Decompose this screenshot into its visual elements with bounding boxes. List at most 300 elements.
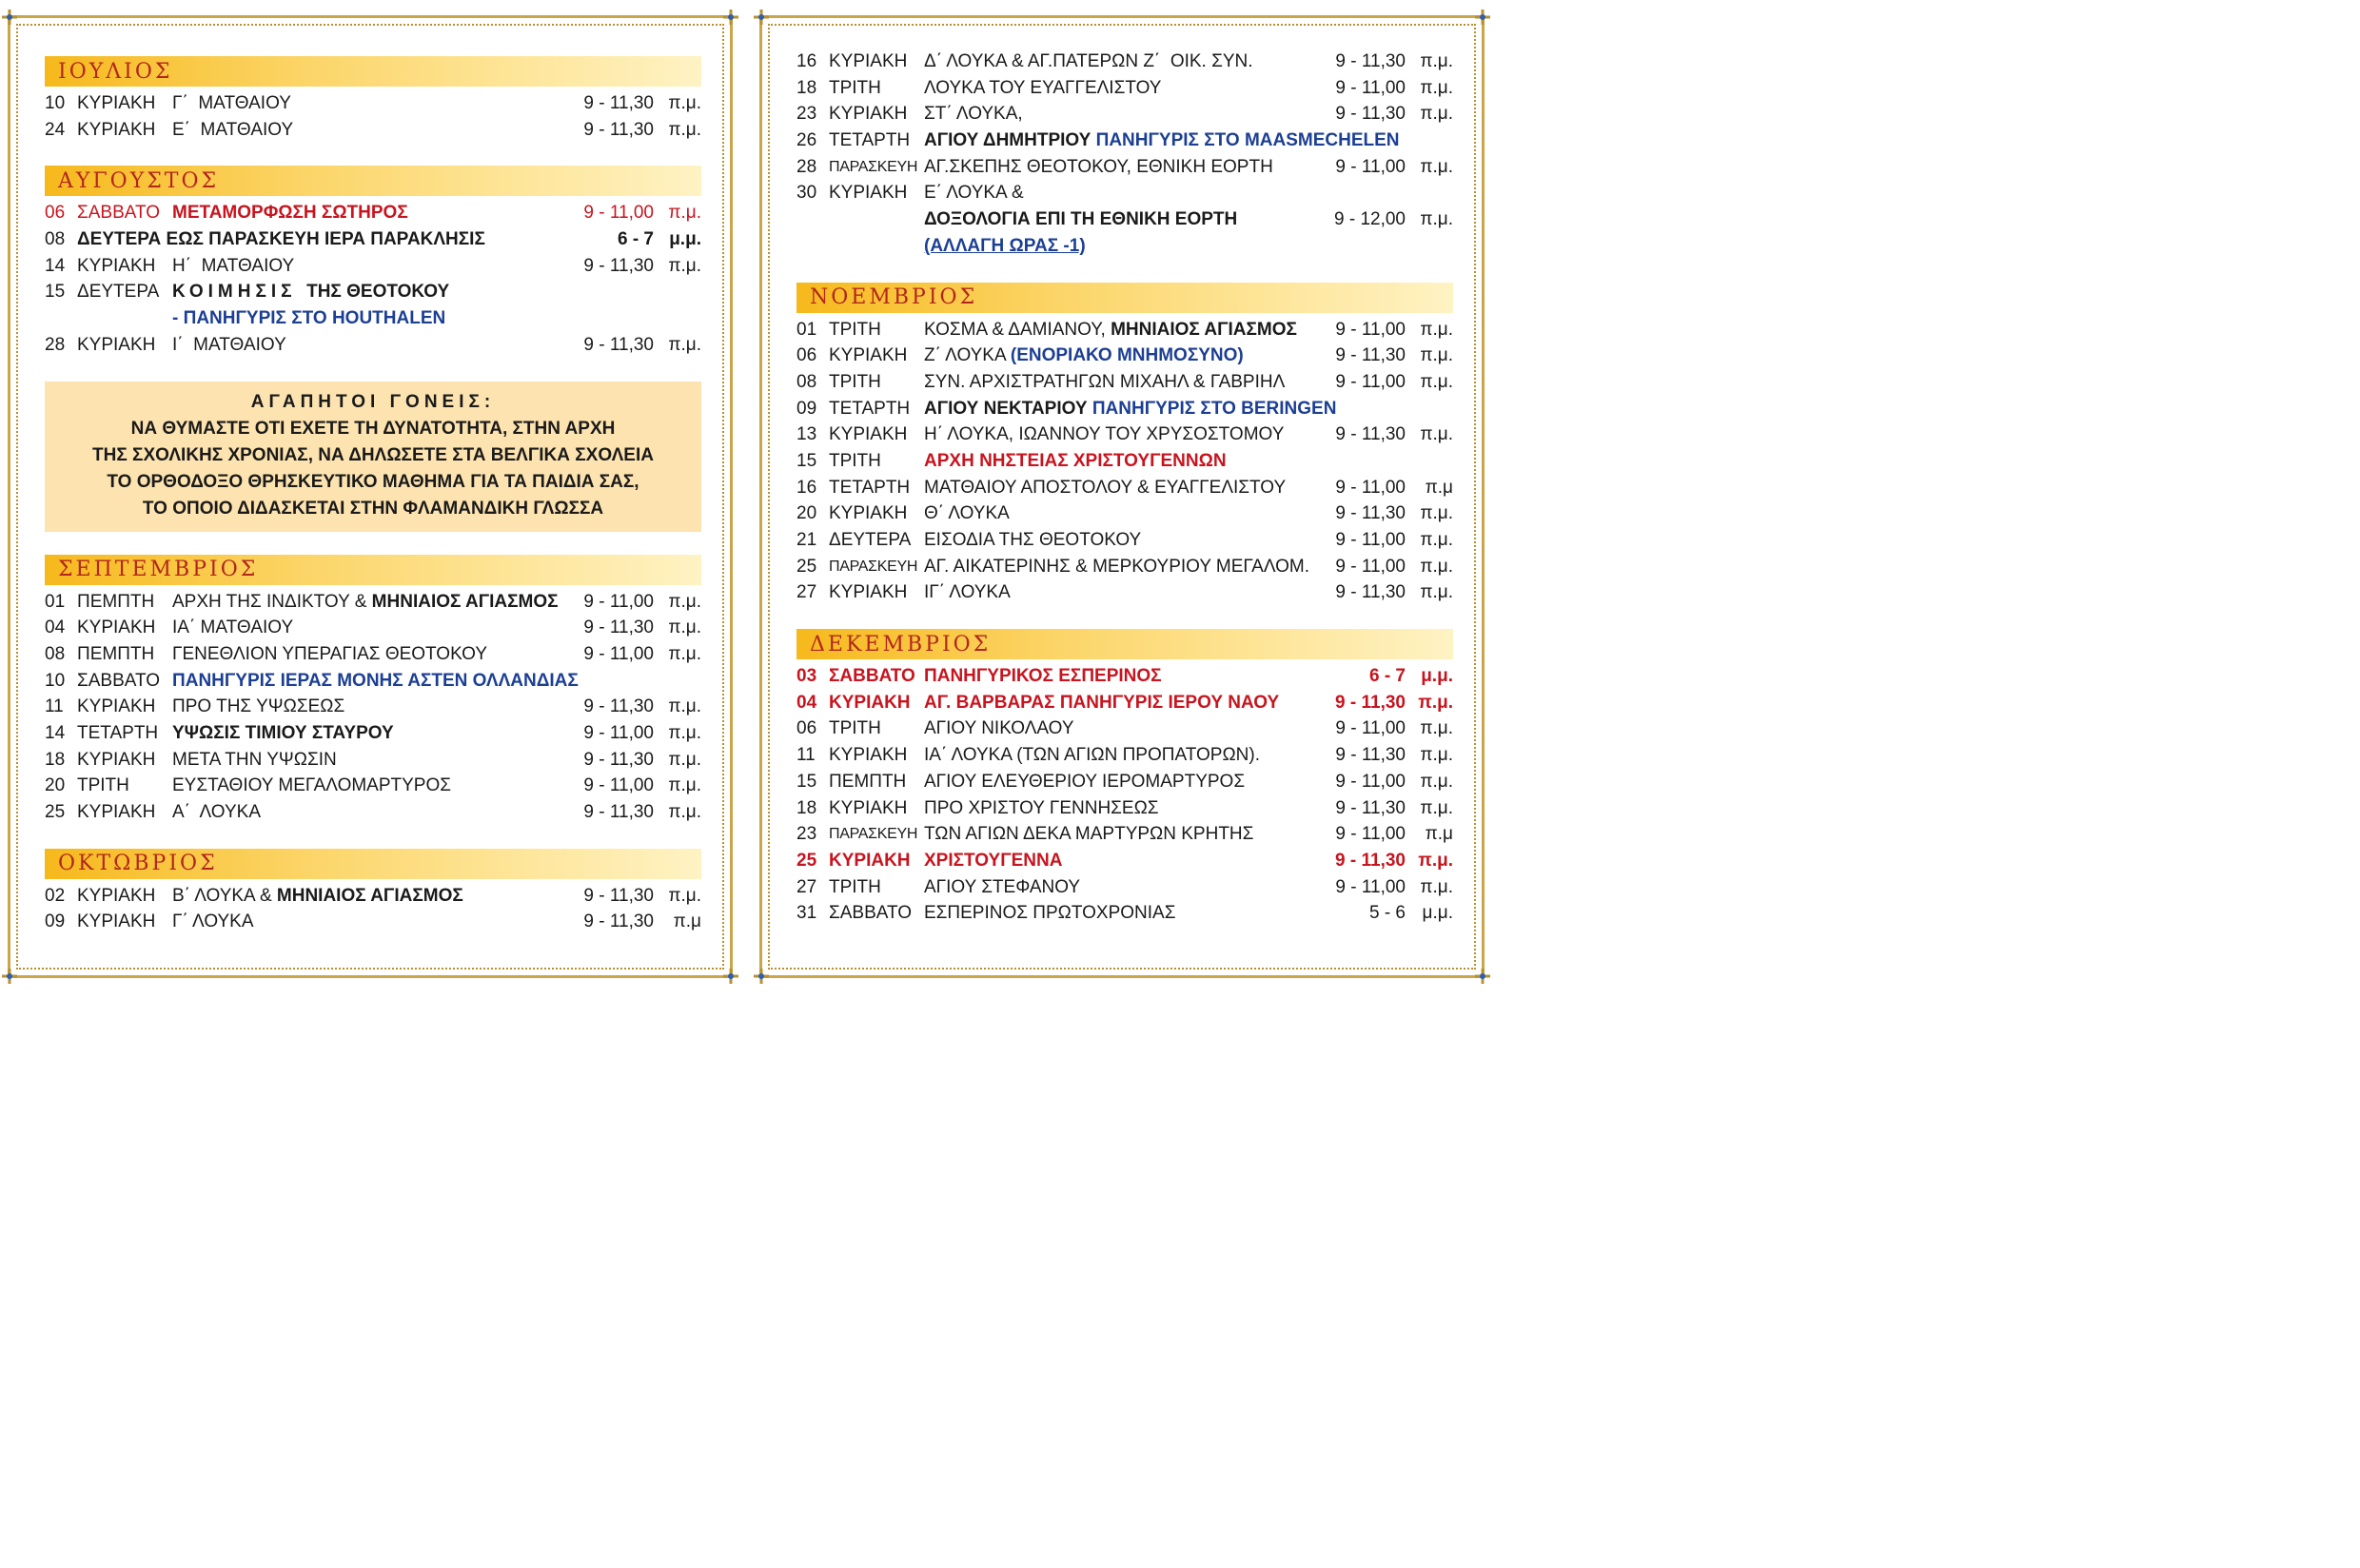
page-content bbox=[45, 56, 701, 958]
time-period: μ.μ. bbox=[1421, 666, 1453, 687]
schedule-row bbox=[796, 821, 1453, 848]
event-text-segment: Γ΄ ΛΟΥΚΑ bbox=[172, 911, 254, 932]
event-description bbox=[172, 883, 568, 910]
schedule-row bbox=[796, 715, 1453, 742]
event-text-segment: ΜΗΝΙΑΙΟΣ ΑΓΙΑΣΜΟΣ bbox=[1111, 319, 1297, 340]
schedule-row bbox=[45, 799, 701, 826]
schedule-page-right bbox=[759, 15, 1485, 978]
event-weekday: ΤΡΙΤΗ bbox=[829, 371, 881, 392]
event-weekday: ΚΥΡΙΑΚΗ bbox=[829, 797, 908, 818]
event-description bbox=[924, 154, 1320, 181]
schedule-row bbox=[45, 332, 701, 359]
event-description bbox=[924, 663, 1320, 690]
service-time: 9 - 11,30 bbox=[583, 885, 654, 906]
service-time: 9 - 11,00 bbox=[1335, 556, 1406, 577]
event-description bbox=[924, 127, 1453, 154]
page-content bbox=[796, 49, 1453, 950]
event-text-segment: ΧΡΙΣΤΟΥΓΕΝΝΑ bbox=[924, 850, 1063, 871]
service-time: 9 - 11,30 bbox=[1335, 104, 1406, 125]
time-period: π.μ. bbox=[1420, 371, 1453, 392]
event-weekday: ΤΕΤΑΡΤΗ bbox=[829, 398, 911, 419]
schedule-row bbox=[796, 75, 1453, 102]
event-weekday: ΚΥΡΙΑΚΗ bbox=[77, 885, 156, 906]
schedule-page-left bbox=[8, 15, 733, 978]
event-date: 16 bbox=[796, 477, 817, 498]
time-period: μ.μ. bbox=[1422, 903, 1453, 924]
cross-ornament-icon bbox=[722, 968, 739, 985]
event-date: 01 bbox=[796, 319, 817, 340]
schedule-row bbox=[796, 554, 1453, 580]
time-period: π.μ. bbox=[1420, 51, 1453, 71]
event-date: 14 bbox=[45, 255, 66, 276]
event-text-segment: ΠΡΟ ΤΗΣ ΥΨΩΣΕΩΣ bbox=[172, 696, 345, 717]
event-description bbox=[924, 475, 1320, 501]
event-text-segment: ΙΑ΄ ΜΑΤΘΑΙΟΥ bbox=[172, 617, 294, 638]
event-text-segment: ΙΓ΄ ΛΟΥΚΑ bbox=[924, 582, 1011, 603]
schedule-row bbox=[45, 279, 701, 305]
month-header bbox=[45, 555, 701, 585]
schedule-row bbox=[796, 396, 1453, 422]
event-text-segment: ΑΓΙΟΥ ΔΗΜΗΤΡΙΟΥ bbox=[924, 130, 1096, 151]
month-header bbox=[45, 166, 701, 196]
month-header bbox=[45, 56, 701, 87]
service-time: 6 - 7 bbox=[617, 229, 654, 250]
time-period: π.μ. bbox=[668, 722, 701, 743]
time-period: π.μ. bbox=[1420, 319, 1453, 340]
event-weekday: ΠΑΡΑΣΚΕΥΗ bbox=[829, 558, 918, 575]
month-name: ΔΕΚΕΜΒΡΙΟΣ bbox=[810, 632, 992, 657]
time-period: π.μ. bbox=[1420, 582, 1453, 603]
event-weekday: ΣΑΒΒΑΤΟ bbox=[77, 670, 161, 691]
service-time: 9 - 11,30 bbox=[583, 802, 654, 822]
month-section bbox=[45, 166, 701, 358]
event-weekday: ΤΕΤΑΡΤΗ bbox=[829, 477, 911, 498]
event-weekday: ΚΥΡΙΑΚΗ bbox=[77, 334, 156, 355]
event-text-segment: ΑΓΙΟΥ ΝΕΚΤΑΡΙΟΥ bbox=[924, 398, 1092, 419]
cross-ornament-icon bbox=[1, 9, 18, 26]
event-text-segment: ΔΟΞΟΛΟΓΙΑ ΕΠΙ ΤΗ ΕΘΝΙΚΗ ΕΟΡΤΗ bbox=[924, 209, 1238, 230]
service-time: 9 - 11,00 bbox=[1335, 876, 1406, 897]
event-weekday: ΚΥΡΙΑΚΗ bbox=[829, 503, 908, 524]
event-date: 18 bbox=[796, 77, 817, 98]
schedule-row bbox=[796, 769, 1453, 795]
event-weekday: ΚΥΡΙΑΚΗ bbox=[77, 696, 156, 717]
schedule-row bbox=[45, 226, 701, 253]
event-text-segment: Ι΄ ΜΑΤΘΑΙΟΥ bbox=[172, 334, 286, 355]
time-period: π.μ. bbox=[668, 802, 701, 822]
event-description bbox=[172, 253, 568, 280]
schedule-row bbox=[796, 127, 1453, 154]
event-description bbox=[172, 694, 568, 720]
event-date: 31 bbox=[796, 903, 817, 924]
time-period: π.μ. bbox=[1420, 503, 1453, 524]
time-period: π.μ. bbox=[668, 885, 701, 906]
event-description bbox=[924, 527, 1320, 554]
month-name: ΝΟΕΜΒΡΙΟΣ bbox=[810, 285, 978, 309]
schedule-row bbox=[796, 369, 1453, 396]
event-description bbox=[924, 795, 1320, 822]
service-time: 9 - 11,00 bbox=[1335, 156, 1406, 177]
event-date: 27 bbox=[796, 876, 817, 897]
service-time: 9 - 11,30 bbox=[1335, 424, 1406, 445]
event-description bbox=[924, 448, 1320, 475]
event-text-segment: Ε΄ ΛΟΥΚΑ & bbox=[924, 183, 1024, 204]
schedule-row bbox=[796, 663, 1453, 690]
time-period: π.μ. bbox=[668, 749, 701, 770]
time-period: π.μ. bbox=[1420, 530, 1453, 550]
service-time: 9 - 11,30 bbox=[1335, 797, 1406, 818]
event-description bbox=[172, 641, 568, 668]
event-text-segment: ΠΑΝΗΓΥΡΙΣ ΣΤΟ MAASMECHELEN bbox=[1095, 130, 1400, 151]
event-date: 25 bbox=[796, 556, 817, 577]
event-description bbox=[172, 279, 568, 305]
time-period: π.μ. bbox=[668, 93, 701, 113]
event-weekday: ΣΑΒΒΑΤΟ bbox=[829, 903, 913, 924]
time-period: π.μ. bbox=[1420, 556, 1453, 577]
event-text-segment: ΙΑ΄ ΛΟΥΚΑ (ΤΩΝ ΑΓΙΩΝ ΠΡΟΠΑΤΟΡΩΝ). bbox=[924, 745, 1260, 766]
month-section bbox=[796, 629, 1453, 927]
month-name: ΑΥΓΟΥΣΤΟΣ bbox=[58, 168, 220, 193]
event-date: 11 bbox=[796, 745, 816, 766]
service-time: 9 - 11,00 bbox=[1335, 771, 1406, 792]
month-name: ΙΟΥΛΙΟΣ bbox=[58, 59, 173, 84]
event-description bbox=[172, 747, 568, 774]
event-description bbox=[924, 848, 1320, 874]
event-description bbox=[172, 909, 568, 935]
notice-line: ΤΟ ΟΠΟΙΟ ΔΙΔΑΣΚΕΤΑΙ ΣΤΗΝ ΦΛΑΜΑΝΔΙΚΗ ΓΛΩΣΣΑ bbox=[142, 498, 604, 519]
schedule-row bbox=[796, 848, 1453, 874]
event-date: 10 bbox=[45, 93, 66, 113]
event-text-segment: ΜΗΝΙΑΙΟΣ ΑΓΙΑΣΜΟΣ bbox=[371, 591, 559, 612]
time-period: π.μ. bbox=[668, 643, 701, 664]
event-weekday: ΤΡΙΤΗ bbox=[829, 319, 881, 340]
time-period: π.μ. bbox=[668, 119, 701, 140]
event-date: 09 bbox=[45, 911, 66, 932]
event-description bbox=[172, 117, 568, 144]
event-description bbox=[172, 799, 568, 826]
event-text-segment: (ΑΛΛΑΓΗ ΩΡΑΣ -1) bbox=[924, 235, 1086, 256]
time-period: π.μ. bbox=[1420, 156, 1453, 177]
event-date: 08 bbox=[45, 229, 66, 250]
schedule-row bbox=[796, 690, 1453, 716]
event-text-segment: Η΄ ΜΑΤΘΑΙΟΥ bbox=[172, 255, 295, 276]
schedule-row bbox=[796, 742, 1453, 769]
event-description bbox=[172, 305, 568, 332]
event-weekday: ΠΕΜΠΤΗ bbox=[829, 771, 907, 792]
event-weekday: ΚΥΡΙΑΚΗ bbox=[77, 749, 156, 770]
event-description bbox=[924, 101, 1320, 127]
event-description bbox=[924, 75, 1320, 102]
event-date: 06 bbox=[45, 203, 66, 224]
event-weekday: ΚΥΡΙΑΚΗ bbox=[77, 255, 156, 276]
event-description bbox=[924, 233, 1320, 260]
service-time: 9 - 11,30 bbox=[583, 696, 654, 717]
time-period: π.μ. bbox=[1420, 876, 1453, 897]
event-weekday: ΣΑΒΒΑΤΟ bbox=[77, 203, 161, 224]
event-description bbox=[924, 49, 1320, 75]
schedule-row bbox=[45, 589, 701, 616]
event-text-segment: ΠΡΟ ΧΡΙΣΤΟΥ ΓΕΝΝΗΣΕΩΣ bbox=[924, 797, 1159, 818]
service-time: 9 - 11,30 bbox=[1335, 51, 1406, 71]
notice-line: ΤΗΣ ΣΧΟΛΙΚΗΣ ΧΡΟΝΙΑΣ, ΝΑ ΔΗΛΩΣΕΤΕ ΣΤΑ ΒΕΛΓΙΚΑ ΣΧΟΛΕΙΑ bbox=[92, 444, 654, 465]
event-description bbox=[924, 821, 1320, 848]
service-time: 9 - 11,30 bbox=[583, 119, 654, 140]
schedule-row bbox=[796, 154, 1453, 181]
service-time: 9 - 11,30 bbox=[583, 749, 654, 770]
event-weekday: ΤΕΤΑΡΤΗ bbox=[829, 130, 911, 151]
event-text-segment: ΑΓΙΟΥ ΕΛΕΥΘΕΡΙΟΥ ΙΕΡΟΜΑΡΤΥΡΟΣ bbox=[924, 771, 1246, 792]
event-description bbox=[924, 500, 1320, 527]
service-time: 9 - 11,00 bbox=[1335, 371, 1406, 392]
event-weekday: ΚΥΡΙΑΚΗ bbox=[829, 424, 908, 445]
event-date: 18 bbox=[45, 749, 66, 770]
event-description bbox=[924, 369, 1320, 396]
event-weekday: ΚΥΡΙΑΚΗ bbox=[829, 745, 908, 766]
event-date: 21 bbox=[796, 530, 817, 550]
time-period: π.μ. bbox=[1420, 718, 1453, 739]
time-period: π.μ. bbox=[1420, 345, 1453, 366]
event-weekday: ΠΑΡΑΣΚΕΥΗ bbox=[829, 826, 918, 843]
service-time: 9 - 11,00 bbox=[1335, 718, 1406, 739]
time-period: π.μ. bbox=[1420, 209, 1453, 230]
event-description bbox=[924, 715, 1320, 742]
event-text-segment: ΥΨΩΣΙΣ ΤΙΜΙΟΥ ΣΤΑΥΡΟΥ bbox=[172, 722, 394, 743]
cross-ornament-icon bbox=[753, 9, 770, 26]
event-description bbox=[172, 200, 568, 226]
event-date: 04 bbox=[796, 692, 817, 713]
service-time: 9 - 11,30 bbox=[1335, 850, 1406, 871]
time-period: π.μ bbox=[673, 911, 701, 932]
schedule-row bbox=[796, 900, 1453, 927]
event-text-segment: Β΄ ΛΟΥΚΑ & bbox=[172, 885, 277, 906]
event-text-segment: ΣΥΝ. ΑΡΧΙΣΤΡΑΤΗΓΩΝ ΜΙΧΑΗΛ & ΓΑΒΡΙΗΛ bbox=[924, 371, 1286, 392]
event-date: 24 bbox=[45, 119, 66, 140]
event-date: 15 bbox=[796, 771, 817, 792]
service-time: 9 - 11,30 bbox=[583, 93, 654, 113]
event-text-segment: Ζ΄ ΛΟΥΚΑ bbox=[924, 345, 1011, 366]
event-description bbox=[172, 773, 568, 799]
month-header bbox=[796, 629, 1453, 659]
service-time: 9 - 11,00 bbox=[583, 643, 654, 664]
schedule-row bbox=[45, 90, 701, 117]
schedule-row bbox=[796, 448, 1453, 475]
time-period: π.μ bbox=[1425, 824, 1453, 845]
schedule-row bbox=[796, 795, 1453, 822]
event-date: 27 bbox=[796, 582, 817, 603]
month-header bbox=[796, 283, 1453, 313]
event-date: 26 bbox=[796, 130, 817, 151]
time-period: π.μ. bbox=[668, 203, 701, 224]
time-period: π.μ. bbox=[1418, 850, 1453, 871]
service-time: 9 - 11,30 bbox=[1335, 745, 1406, 766]
event-text-segment: ΤΗΣ ΘΕΟΤΟΚΟΥ bbox=[296, 282, 450, 303]
event-weekday: ΚΥΡΙΑΚΗ bbox=[77, 802, 156, 822]
schedule-row bbox=[45, 668, 701, 695]
service-time: 9 - 11,00 bbox=[583, 203, 654, 224]
service-time: 9 - 11,00 bbox=[1335, 477, 1406, 498]
event-date: 09 bbox=[796, 398, 817, 419]
event-text-segment: Θ΄ ΛΟΥΚΑ bbox=[924, 503, 1010, 524]
parents-notice bbox=[45, 382, 701, 532]
event-date: 01 bbox=[45, 591, 66, 612]
event-description bbox=[924, 742, 1320, 769]
event-date: 15 bbox=[45, 282, 66, 303]
event-weekday: ΠΕΜΠΤΗ bbox=[77, 643, 155, 664]
event-text-segment: - ΠΑΝΗΓΥΡΙΣ ΣΤΟ HOUTHALEN bbox=[172, 308, 446, 329]
event-text-segment: ΓΕΝΕΘΛΙΟΝ ΥΠΕΡΑΓΙΑΣ ΘΕΟΤΟΚΟΥ bbox=[172, 643, 488, 664]
event-weekday: ΔΕΥΤΕΡΑ bbox=[77, 282, 160, 303]
event-text-segment: ΜΑΤΘΑΙΟΥ ΑΠΟΣΤΟΛΟΥ & ΕΥΑΓΓΕΛΙΣΤΟΥ bbox=[924, 477, 1287, 498]
schedule-row bbox=[45, 909, 701, 935]
time-period: π.μ. bbox=[1420, 77, 1453, 98]
event-text-segment: ΑΓ. ΑΙΚΑΤΕΡΙΝΗΣ & ΜΕΡΚΟΥΡΙΟΥ ΜΕΓΑΛΟΜ. bbox=[924, 556, 1309, 577]
service-time: 9 - 11,00 bbox=[1335, 77, 1406, 98]
notice-line: ΤΟ ΟΡΘΟΔΟΞΟ ΘΡΗΣΚΕΥΤΙΚΟ ΜΑΘΗΜΑ ΓΙΑ ΤΑ ΠΑΙΔΙΑ ΣΑΣ, bbox=[107, 471, 639, 492]
event-date: 03 bbox=[796, 666, 817, 687]
service-time: 6 - 7 bbox=[1368, 666, 1406, 687]
event-weekday: ΚΥΡΙΑΚΗ bbox=[829, 51, 908, 71]
event-description bbox=[924, 206, 1320, 233]
event-weekday: ΚΥΡΙΑΚΗ bbox=[829, 345, 908, 366]
event-date: 28 bbox=[45, 334, 66, 355]
event-description bbox=[924, 579, 1320, 606]
event-text-segment: Η΄ ΛΟΥΚΑ, ΙΩΑΝΝΟΥ ΤΟΥ ΧΡΥΣΟΣΤΟΜΟΥ bbox=[924, 424, 1285, 445]
event-text-segment: ΑΓ.ΣΚΕΠΗΣ ΘΕΟΤΟΚΟΥ, ΕΘΝΙΚΗ ΕΟΡΤΗ bbox=[924, 156, 1273, 177]
event-weekday: ΤΡΙΤΗ bbox=[829, 450, 881, 471]
event-text-segment: Δ΄ ΛΟΥΚΑ & ΑΓ.ΠΑΤΕΡΩΝ Ζ΄ ΟΙΚ. ΣΥΝ. bbox=[924, 51, 1253, 71]
event-text-segment: ΠΑΝΗΓΥΡΙΚΟΣ ΕΣΠΕΡΙΝΟΣ bbox=[924, 666, 1162, 687]
schedule-row bbox=[45, 773, 701, 799]
time-period: π.μ. bbox=[668, 696, 701, 717]
cross-ornament-icon bbox=[1474, 968, 1491, 985]
service-time: 5 - 6 bbox=[1368, 903, 1406, 924]
schedule-row bbox=[45, 694, 701, 720]
event-weekday: ΚΥΡΙΑΚΗ bbox=[829, 104, 908, 125]
event-date: 02 bbox=[45, 885, 66, 906]
event-description bbox=[924, 769, 1320, 795]
event-date: 16 bbox=[796, 51, 817, 71]
event-weekday: ΚΥΡΙΑΚΗ bbox=[829, 582, 908, 603]
service-time: 9 - 11,00 bbox=[583, 591, 654, 612]
month-section bbox=[45, 849, 701, 935]
event-date: 20 bbox=[45, 775, 66, 796]
service-time: 9 - 11,30 bbox=[1335, 345, 1406, 366]
event-date: 25 bbox=[796, 850, 817, 871]
event-description bbox=[924, 396, 1453, 422]
event-weekday: ΤΡΙΤΗ bbox=[829, 77, 881, 98]
time-period: π.μ. bbox=[1420, 424, 1453, 445]
schedule-row bbox=[796, 343, 1453, 369]
month-section bbox=[45, 555, 701, 826]
event-weekday: ΔΕΥΤΕΡΑ bbox=[829, 530, 912, 550]
time-period: π.μ. bbox=[1418, 692, 1453, 713]
schedule-row bbox=[45, 720, 701, 747]
service-time: 9 - 11,30 bbox=[583, 911, 654, 932]
month-header bbox=[45, 849, 701, 879]
event-date: 25 bbox=[45, 802, 66, 822]
event-text-segment: ΛΟΥΚΑ ΤΟΥ ΕΥΑΓΓΕΛΙΣΤΟΥ bbox=[924, 77, 1162, 98]
event-date: 28 bbox=[796, 156, 817, 177]
event-text-segment: ΑΡΧΗ ΤΗΣ ΙΝΔΙΚΤΟΥ & bbox=[172, 591, 372, 612]
event-date: 06 bbox=[796, 345, 817, 366]
month-section bbox=[796, 283, 1453, 607]
event-text-segment: ΠΑΝΗΓΥΡΙΣ ΙΕΡΑΣ ΜΟΝΗΣ ΑΣΤΕΝ ΟΛΛΑΝΔΙΑΣ bbox=[172, 670, 579, 691]
event-date: 15 bbox=[796, 450, 817, 471]
event-weekday: ΚΥΡΙΑΚΗ bbox=[77, 617, 156, 638]
event-text-segment: ΜΕΤΑΜΟΡΦΩΣΗ ΣΩΤΗΡΟΣ bbox=[172, 203, 408, 224]
time-period: π.μ. bbox=[1420, 104, 1453, 125]
event-date: 08 bbox=[45, 643, 66, 664]
event-weekday: ΠΑΡΑΣΚΕΥΗ bbox=[829, 158, 918, 175]
event-text-segment: Ε΄ ΜΑΤΘΑΙΟΥ bbox=[172, 119, 294, 140]
notice-line: ΝΑ ΘΥΜΑΣΤΕ ΟΤΙ ΕΧΕΤΕ ΤΗ ΔΥΝΑΤΟΤΗΤΑ, ΣΤΗΝ ΑΡΧΗ bbox=[130, 418, 616, 439]
schedule-row bbox=[45, 117, 701, 144]
event-description bbox=[924, 343, 1320, 369]
time-period: π.μ. bbox=[1420, 745, 1453, 766]
event-weekday: ΚΥΡΙΑΚΗ bbox=[829, 692, 911, 713]
cross-ornament-icon bbox=[753, 968, 770, 985]
event-weekday: ΠΕΜΠΤΗ bbox=[77, 591, 155, 612]
event-weekday: ΚΥΡΙΑΚΗ bbox=[77, 119, 156, 140]
service-time: 9 - 11,30 bbox=[583, 255, 654, 276]
schedule-row bbox=[796, 421, 1453, 448]
event-date: 08 bbox=[796, 371, 817, 392]
event-date: 14 bbox=[45, 722, 66, 743]
month-name: ΟΚΤΩΒΡΙΟΣ bbox=[58, 852, 218, 876]
event-weekday: ΚΥΡΙΑΚΗ bbox=[77, 93, 156, 113]
event-weekday: ΚΥΡΙΑΚΗ bbox=[829, 183, 908, 204]
event-date: 23 bbox=[796, 104, 817, 125]
event-description bbox=[172, 615, 568, 641]
event-text-segment: ΜΕΤΑ ΤΗΝ ΥΨΩΣΙΝ bbox=[172, 749, 337, 770]
schedule-row bbox=[796, 874, 1453, 901]
service-time: 9 - 11,00 bbox=[1335, 824, 1406, 845]
event-text-segment: ΑΓΙΟΥ ΣΤΕΦΑΝΟΥ bbox=[924, 876, 1081, 897]
event-date: 13 bbox=[796, 424, 817, 445]
event-weekday: ΤΡΙΤΗ bbox=[829, 876, 881, 897]
schedule-row bbox=[796, 49, 1453, 75]
time-period: π.μ. bbox=[1420, 797, 1453, 818]
schedule-row bbox=[796, 180, 1453, 206]
time-period: π.μ. bbox=[668, 591, 701, 612]
event-text-segment: Γ΄ ΜΑΤΘΑΙΟΥ bbox=[172, 93, 291, 113]
schedule-row bbox=[45, 883, 701, 910]
event-date: 06 bbox=[796, 718, 817, 739]
event-weekday: ΚΥΡΙΑΚΗ bbox=[77, 911, 156, 932]
event-text-segment: ΣΤ΄ ΛΟΥΚΑ, bbox=[924, 104, 1023, 125]
schedule-row bbox=[45, 615, 701, 641]
time-period: μ.μ. bbox=[669, 229, 701, 250]
service-time: 9 - 11,30 bbox=[583, 617, 654, 638]
event-date: 11 bbox=[45, 696, 64, 717]
service-time: 9 - 11,30 bbox=[583, 334, 654, 355]
service-time: 9 - 11,00 bbox=[1335, 319, 1406, 340]
event-text-segment: ΑΓ. ΒΑΡΒΑΡΑΣ ΠΑΝΗΓΥΡΙΣ ΙΕΡΟΥ ΝΑΟΥ bbox=[924, 692, 1280, 713]
event-description bbox=[172, 589, 568, 616]
event-text-segment: (ΕΝΟΡΙΑΚΟ ΜΝΗΜΟΣΥΝΟ) bbox=[1010, 345, 1244, 366]
event-date: 04 bbox=[45, 617, 66, 638]
event-description bbox=[172, 332, 568, 359]
service-time: 9 - 11,30 bbox=[1335, 503, 1406, 524]
event-date: 10 bbox=[45, 670, 66, 691]
time-period: π.μ. bbox=[668, 617, 701, 638]
schedule-row bbox=[45, 200, 701, 226]
schedule-row bbox=[796, 233, 1453, 260]
schedule-row bbox=[45, 305, 701, 332]
event-description bbox=[924, 900, 1320, 927]
service-time: 9 - 11,00 bbox=[1335, 530, 1406, 550]
event-weekday: ΤΡΙΤΗ bbox=[77, 775, 129, 796]
